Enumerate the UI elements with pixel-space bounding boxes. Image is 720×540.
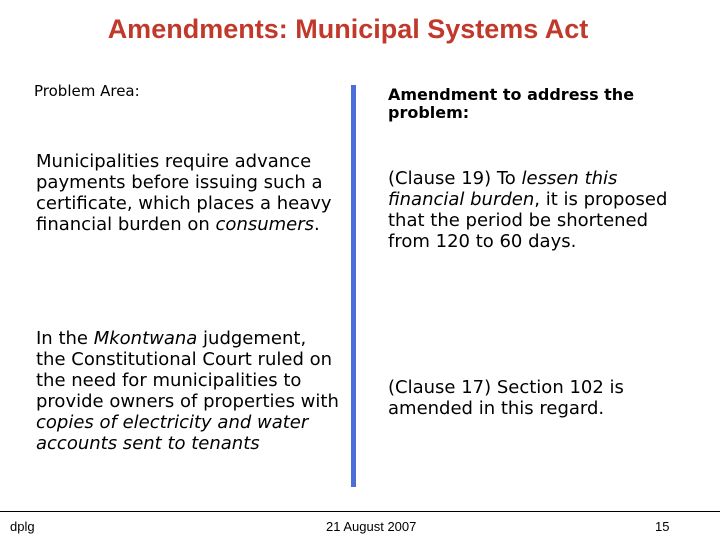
problem-paragraph-2 [36,328,341,454]
footer-date: 21 August 2007 [326,519,417,534]
amendment-heading: Amendment to address the problem: [388,85,635,122]
problem-1-text: Municipalities require advance payments before issuing such a certificate, which places a heavy financial burden on [36,151,332,235]
problem-1-end: . [314,214,320,235]
page-number: 15 [655,519,670,534]
column-divider [351,85,356,487]
amendment-paragraph-1 [388,168,678,252]
problem-2-italic-1: Mkontwana [93,328,198,349]
slide-title: Amendments: Municipal Systems Act [107,14,589,44]
problem-2-italic-2: copies of electricity and water accounts sent to tenants [36,412,309,454]
amendment-paragraph-2: (Clause 17) Section 102 is amended in this regard. [388,377,624,419]
footer-org: dplg [10,519,35,534]
amendment-1-italic: lessen this financial burden [388,168,618,210]
problem-area-heading: Problem Area: [34,82,140,100]
problem-2-mid: judgement, the Constitutional Court ruled on the need for municipalities to provide owners of properties with [36,328,339,412]
amendment-1-start: (Clause 19) To [388,168,522,189]
problem-paragraph-1 [36,151,341,235]
amendment-1-end: , it is proposed that the period be shortened from 120 to 60 days. [388,189,668,252]
problem-2-start: In the [36,328,94,349]
problem-1-italic: consumers [215,214,315,235]
footer-rule [0,511,720,512]
